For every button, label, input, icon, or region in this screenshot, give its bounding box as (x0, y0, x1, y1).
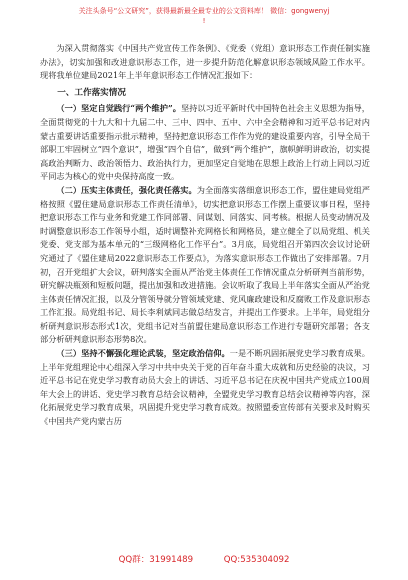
intro-paragraph: 为深入贯彻落实《中国共产党宣传工作条例》、《党委（党组）意识形态工作责任制实施办法》，切实加强和改进意识形态工作，进一步提升防范化解意识形态领域风险工作水平。现将我单位建局2021年上半年意识形态工作情况汇报如下： (40, 43, 370, 81)
item-title-3: （三）坚持不懈强化理论武装，坚定政治信仰。 (56, 348, 230, 359)
section-title: 一、工作落实情况 (57, 87, 126, 98)
item-title-1: （一）坚定自觉践行“两个维护”。 (56, 103, 181, 114)
header-banner (0, 6, 408, 26)
footer-qq: QQ:535304092 (223, 555, 290, 565)
footer-qq-group: QQ群：31991489 (118, 555, 194, 565)
document-body (40, 42, 370, 429)
item-paragraph-1 (40, 102, 370, 184)
item-title-2: （二）压实主体责任，强化责任落实。 (56, 184, 197, 195)
header-line-1: 关注头条号“公文研究”，获得最新最全最专业的公文资料库！ 微信：gongwenyj (78, 7, 330, 15)
footer-contact (0, 553, 408, 565)
item-body-2: 为全面落实落细意识形态工作，盟住建局党组严格按照《盟住建局意识形态工作责任清单》，切实把意识形态工作摆上重要议事日程，坚持把意识形态工作与业务和党建工作同部署、同谋划、同落实、同考核。根据人员变动情况及时调整意识形态工作领导小组，适时调整补充网格长和网格员，建立健全了以局党组、机关党委、党支部为基本单元的“三级网格化工作平台”。3月底，局党组召开第四次会议讨论研究通过了《盟住建局2022意识形态工作要点》，为落实意识形态工作做出了安排部署。7月初，召开党组扩大会议，研判落实全面从严治党主体责任工作情况重点分析研判当前形势，研究解决瓶颈和短板问题，提出加强和改进措施。会议听取了我局上半年落实全面从严治党主体责任情况汇报，以及分管领导就分管领域党建、党风廉政建设和反腐败工作及意识形态工作汇报。局党组书记、局长李利斌同志做总结发言，并提出工作要求。上半年，局党组分析研判意识形态形式1次，党组书记对当前盟住建局意识形态工作进行专题研究部署；各支部分析研判意识形态形势8次。 (40, 184, 370, 345)
header-line-2: ! (202, 17, 206, 25)
item-paragraph-3 (40, 347, 370, 429)
item-body-3: 一是不断巩固拓展党史学习教育成果。上半年党组理论中心组深入学习中共中央关于党的百年奋斗重大成就和历史经验的决议，习近平总书记在党史学习教育动员大会上的讲话、习近平总书记在庆祝中国共产党成立100周年大会上的讲话、党史学习教育总结会议精神，全盟党史学习教育总结会议精神等内容，深化拓展党史学习教育成果，巩固提升党史学习教育成效。按照盟委宣传部有关要求及时购买《中国共产党内蒙古历 (40, 348, 370, 427)
item-paragraph-2 (40, 184, 370, 347)
item-body-1: 坚持以习近平新时代中国特色社会主义思想为指导，全面贯彻党的十九大和十九届二中、三中、四中、五中、六中全会精神和习近平总书记对内蒙古重要讲话重要指示批示精神，坚持把意识形态工作作为党的建设重要内容，引导全局干部职工牢固树立“四个意识”，增强“四个自信”，做到“两个维护”，旗帜鲜明讲政治，切实提高政治判断力、政治领悟力、政治执行力，更加坚定自觉地在思想上政治上行动上同以习近平同志为核心的党中央保持高度一致。 (40, 103, 370, 182)
